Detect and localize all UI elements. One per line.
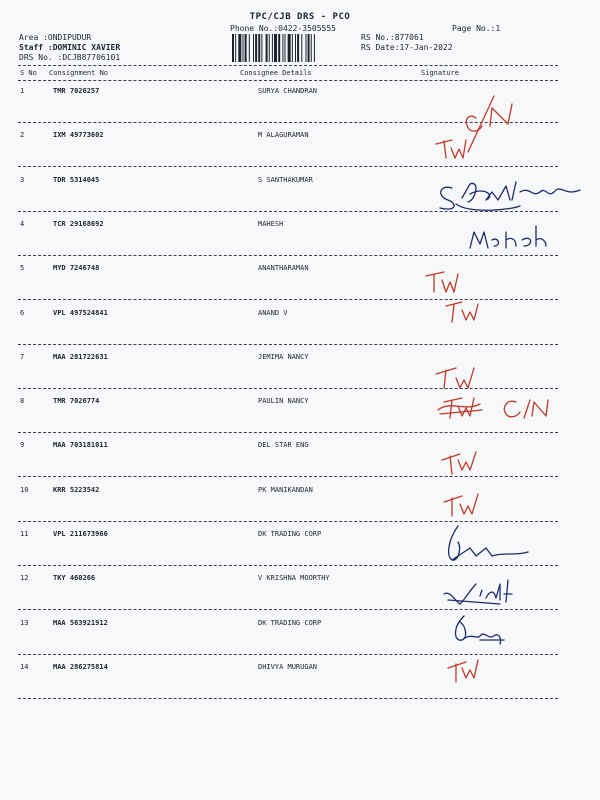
column-header-row — [0, 69, 600, 80]
row-divider — [18, 344, 558, 345]
row-consignment-no: MAA 703181011 — [53, 441, 108, 449]
barcode-bar — [297, 34, 299, 62]
row-sno: 6 — [20, 309, 25, 317]
divider — [18, 65, 558, 66]
rs-number: RS No.:877061 — [361, 33, 424, 42]
table-row — [0, 309, 600, 323]
row-consignment-no: MAA 286275814 — [53, 663, 108, 671]
barcode-bar — [245, 34, 247, 62]
barcode-bar — [253, 34, 254, 62]
row-divider — [18, 565, 558, 566]
row-consignee: M ALAGURAMAN — [258, 131, 309, 139]
barcode-bar — [274, 34, 277, 62]
row-consignee: ANANTHARAMAN — [258, 264, 309, 272]
row-sno: 11 — [20, 530, 29, 538]
barcode-bar — [308, 34, 310, 62]
row-consignment-no: MAA 281722631 — [53, 353, 108, 361]
signature-row-7 — [436, 368, 474, 388]
barcode-bar — [295, 34, 296, 62]
table-row — [0, 574, 600, 588]
barcode-bar — [285, 34, 286, 62]
row-consignee: DHIVYA MURUGAN — [258, 663, 318, 671]
row-divider — [18, 698, 558, 699]
area-label: Area :ONDIPUDUR — [19, 33, 92, 42]
barcode-bar — [272, 34, 273, 62]
staff-label: Staff :DOMINIC XAVIER — [19, 43, 121, 52]
row-sno: 4 — [20, 220, 25, 228]
row-consignment-no: MAA 563921912 — [53, 619, 108, 627]
row-sno: 12 — [20, 574, 29, 582]
drs-number: DRS No. :DCJB87706101 — [19, 53, 121, 62]
row-consignee: PK MANIKANDAN — [258, 486, 313, 494]
barcode-bar — [269, 34, 270, 62]
row-consignment-no: TMR 7026774 — [53, 397, 100, 405]
row-divider — [18, 521, 558, 522]
header-right — [361, 33, 453, 53]
table-row — [0, 619, 600, 633]
barcode-bar — [261, 34, 262, 62]
column-header-consignment: Consignment No — [49, 69, 109, 77]
barcode-bar — [301, 34, 302, 62]
row-sno: 1 — [20, 87, 25, 95]
table-row — [0, 220, 600, 234]
row-consignment-no: KRR 5223542 — [53, 486, 100, 494]
table-row — [0, 176, 600, 190]
row-consignment-no: IXM 49773602 — [53, 131, 104, 139]
barcode-bar — [282, 34, 283, 62]
row-consignment-no: TKY 460266 — [53, 574, 96, 582]
row-divider — [18, 299, 558, 300]
barcode-bar — [311, 34, 312, 62]
barcode-bar — [249, 34, 250, 62]
column-header-signature: Signature — [421, 69, 459, 77]
phone-number: Phone No.:0422-3505555 — [230, 24, 336, 33]
row-consignment-no: VPL 497524841 — [53, 309, 108, 317]
table-row — [0, 131, 600, 145]
row-divider — [18, 388, 558, 389]
row-consignee: DK TRADING CORP — [258, 619, 322, 627]
barcode-bar — [232, 34, 234, 62]
barcode-bar — [238, 34, 241, 62]
row-divider — [18, 609, 558, 610]
row-divider — [18, 211, 558, 212]
row-consignee: DEL STAR ENG — [258, 441, 309, 449]
table-row — [0, 353, 600, 367]
table-row — [0, 397, 600, 411]
row-divider — [18, 432, 558, 433]
barcode-bar — [243, 34, 244, 62]
barcode-bar — [258, 34, 260, 62]
row-divider — [18, 122, 558, 123]
rs-date: RS Date:17-Jan-2022 — [361, 43, 453, 52]
barcode-bar — [278, 34, 280, 62]
divider — [18, 80, 558, 81]
row-consignee: MAHESH — [258, 220, 284, 228]
page-number: Page No.:1 — [452, 24, 501, 33]
barcode-bar — [306, 34, 307, 62]
row-consignment-no: VPL 211673966 — [53, 530, 108, 538]
table-row — [0, 441, 600, 455]
row-sno: 14 — [20, 663, 29, 671]
signature-row-1 — [436, 96, 512, 158]
row-consignee: ANAND V — [258, 309, 288, 317]
row-sno: 5 — [20, 264, 25, 272]
table-row — [0, 530, 600, 544]
barcode-bar — [255, 34, 257, 62]
row-sno: 10 — [20, 486, 29, 494]
column-header-consignee: Consignee Details — [240, 69, 312, 77]
row-sno: 8 — [20, 397, 25, 405]
table-row — [0, 486, 600, 500]
header-left — [19, 33, 120, 63]
row-divider — [18, 654, 558, 655]
row-sno: 7 — [20, 353, 25, 361]
table-row — [0, 264, 600, 278]
row-divider — [18, 476, 558, 477]
table-row — [0, 87, 600, 101]
row-divider — [18, 255, 558, 256]
row-consignee: PAULIN NANCY — [258, 397, 309, 405]
column-header-sno: S No — [20, 69, 37, 77]
signature-row-9 — [442, 452, 476, 474]
row-consignment-no: TDR 5314045 — [53, 176, 100, 184]
barcode — [232, 34, 356, 62]
row-sno: 9 — [20, 441, 25, 449]
barcode-bar — [314, 34, 315, 62]
barcode-bar — [235, 34, 236, 62]
document-title: TPC/CJB DRS - PCO — [249, 12, 351, 22]
row-consignee: JEMIMA NANCY — [258, 353, 309, 361]
barcode-bar — [288, 34, 291, 62]
row-consignment-no: TCR 29168692 — [53, 220, 104, 228]
row-sno: 2 — [20, 131, 25, 139]
row-sno: 3 — [20, 176, 25, 184]
row-consignment-no: TMR 7026257 — [53, 87, 100, 95]
barcode-bar — [266, 34, 268, 62]
row-consignee: S SANTHAKUMAR — [258, 176, 313, 184]
row-sno: 13 — [20, 619, 29, 627]
barcode-bar — [292, 34, 293, 62]
table-row — [0, 663, 600, 677]
row-consignee: SURYA CHANDRAN — [258, 87, 318, 95]
row-consignee: DK TRADING CORP — [258, 530, 322, 538]
row-consignment-no: MYD 7246748 — [53, 264, 100, 272]
row-divider — [18, 166, 558, 167]
row-consignee: V KRISHNA MOORTHY — [258, 574, 330, 582]
